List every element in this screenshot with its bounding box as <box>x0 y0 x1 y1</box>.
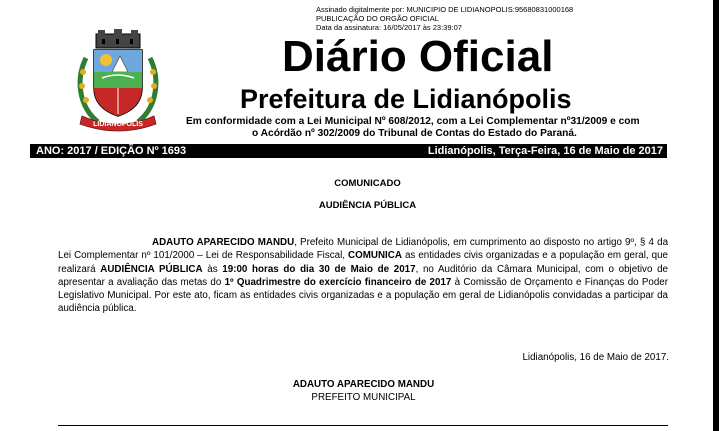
document-date-line: Lidianópolis, 16 de Maio de 2017. <box>522 352 669 363</box>
comunica-keyword: COMUNICA <box>348 250 402 262</box>
page-border-right <box>713 0 719 431</box>
mayor-name: ADAUTO APARECIDO MANDU <box>152 237 295 248</box>
signer-name: ADAUTO APARECIDO MANDU <box>292 379 435 390</box>
signature-line-date: Data da assinatura: 16/05/2017 às 23:39:07 <box>316 23 462 32</box>
publication-title: Diário Oficial <box>282 32 554 81</box>
edition-bar <box>30 144 667 158</box>
digital-signature-block <box>316 5 573 32</box>
document-subheading: AUDIÊNCIA PÚBLICA <box>318 200 417 211</box>
crest-ribbon-label: LIDIANÓPOLIS <box>93 121 143 128</box>
legal-basis-line-2: o Acórdão nº 302/2009 do Tribunal de Contas do Estado do Paraná. <box>252 128 577 139</box>
publication-subtitle: Prefeitura de Lidianópolis <box>240 84 572 114</box>
edition-date: Lidianópolis, Terça-Feira, 16 de Maio de 2017 <box>427 145 663 157</box>
signer-role: PREFEITO MUNICIPAL <box>311 392 416 403</box>
document-heading: COMUNICADO <box>334 178 401 189</box>
document-body-paragraph: ADAUTO APARECIDO MANDU, Prefeito Municipal de Lidianópolis, em cumprimento ao disposto no artigo 9º, § 4 da Lei Complementar nº 101/2000 – Lei de Responsabilidade Fiscal, COMUNICA as entidades civis organizadas e a população em geral, que realizará AUDIÊNCIA PÚBLICA às 19:00 horas do dia 30 de Maio de 2017, no Auditório da Câmara Municipal, com o objetivo de apresentar a avaliação das metas do 1º Quadrimestre do exercício financeiro de 2017 à Comissão de Orçamento e Finanças do Poder Legislativo Municipal. Por este ato, ficam as entidades civis organizadas e a população em geral de Lidianópolis convidadas a participar da audiência pública. <box>58 237 669 315</box>
hearing-keyword: AUDIÊNCIA PÚBLICA <box>100 263 203 275</box>
municipal-crest-icon <box>72 28 164 132</box>
legal-basis-line-1: Em conformidade com a Lei Municipal Nº 608/2012, com a Lei Complementar nº31/2009 e com <box>186 116 640 127</box>
footer-divider <box>58 425 668 426</box>
edition-number: ANO: 2017 / EDIÇÃO Nº 1693 <box>36 145 187 157</box>
signature-line-signer: Assinado digitalmente por: MUNICIPIO DE LIDIANOPOLIS:95680831000168 <box>316 5 574 14</box>
quadrimester-keyword: 1º Quadrimestre do exercício financeiro de 2017 <box>224 276 452 288</box>
signature-line-publication: PUBLICAÇÃO DO ORGÃO OFICIAL <box>316 14 439 23</box>
hearing-datetime: 19:00 horas do dia 30 de Maio de 2017 <box>222 263 416 275</box>
